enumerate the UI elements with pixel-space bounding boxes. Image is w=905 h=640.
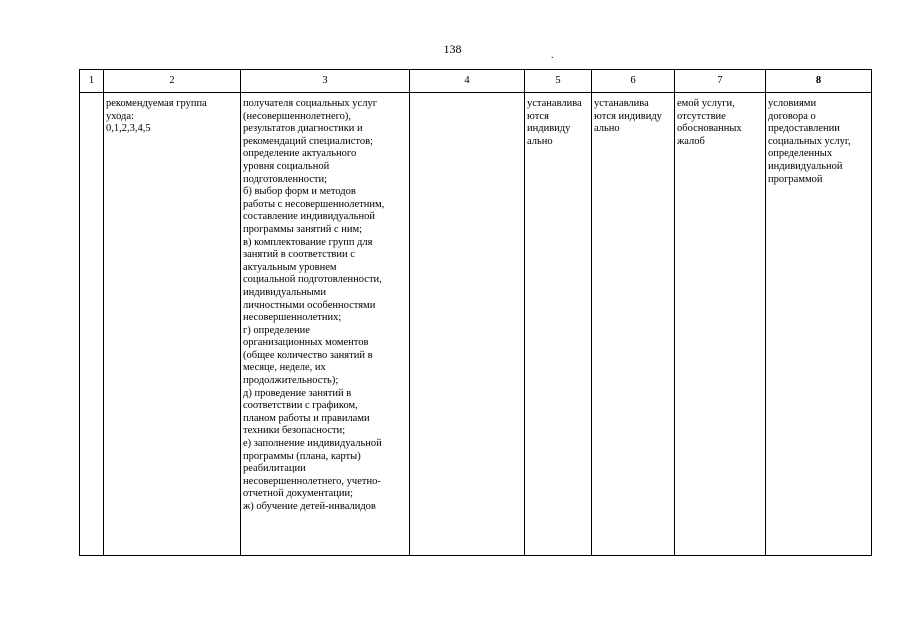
header-col-5: 5 [525, 70, 592, 93]
cell-col-5: устанавлива ются индивиду ально [525, 93, 592, 556]
table-row [80, 93, 872, 556]
cell-service-description: получателя социальных услуг (несовершеннолетнего), результатов диагностики и рекомендаций специалистов; определение актуального уровня социальной подготовленности; б) выбор форм и методов работы с несовершеннолетним, составление индивидуальной программы занятий с ним; в) комплектование групп для занятий в соответствии с актуальным уровнем социальной подготовленности, индивидуальными личностными особенностями несовершеннолетних; г) определение организационных моментов (общее количество занятий в месяце, неделе, их продолжительность); д) проведение занятий в соответствии с графиком, планом работы и правилами техники безопасности; е) заполнение индивидуальной программы (плана, карты) реабилитации несовершеннолетнего, учетно- отчетной документации; ж) обучение детей-инвалидов [241, 93, 410, 556]
header-row [80, 70, 872, 93]
header-col-2: 2 [104, 70, 241, 93]
cell-col-7: емой услуги, отсутствие обоснованных жалоб [675, 93, 766, 556]
cell-col-8: условиями договора о предоставлении социальных услуг, определенных индивидуальной программой [766, 93, 872, 556]
header-col-8: 8 [766, 70, 872, 93]
header-col-1: 1 [80, 70, 104, 93]
header-col-6: 6 [592, 70, 675, 93]
cell-col-1 [80, 93, 104, 556]
page-mark: . [551, 50, 554, 61]
header-col-3: 3 [241, 70, 410, 93]
header-col-7: 7 [675, 70, 766, 93]
cell-care-group: рекомендуемая группа ухода: 0,1,2,3,4,5 [104, 93, 241, 556]
cell-col-6: устанавлива ются индивиду ально [592, 93, 675, 556]
cell-col-4 [410, 93, 525, 556]
services-table [79, 69, 872, 556]
header-col-4: 4 [410, 70, 525, 93]
page-number: 138 [443, 42, 462, 56]
